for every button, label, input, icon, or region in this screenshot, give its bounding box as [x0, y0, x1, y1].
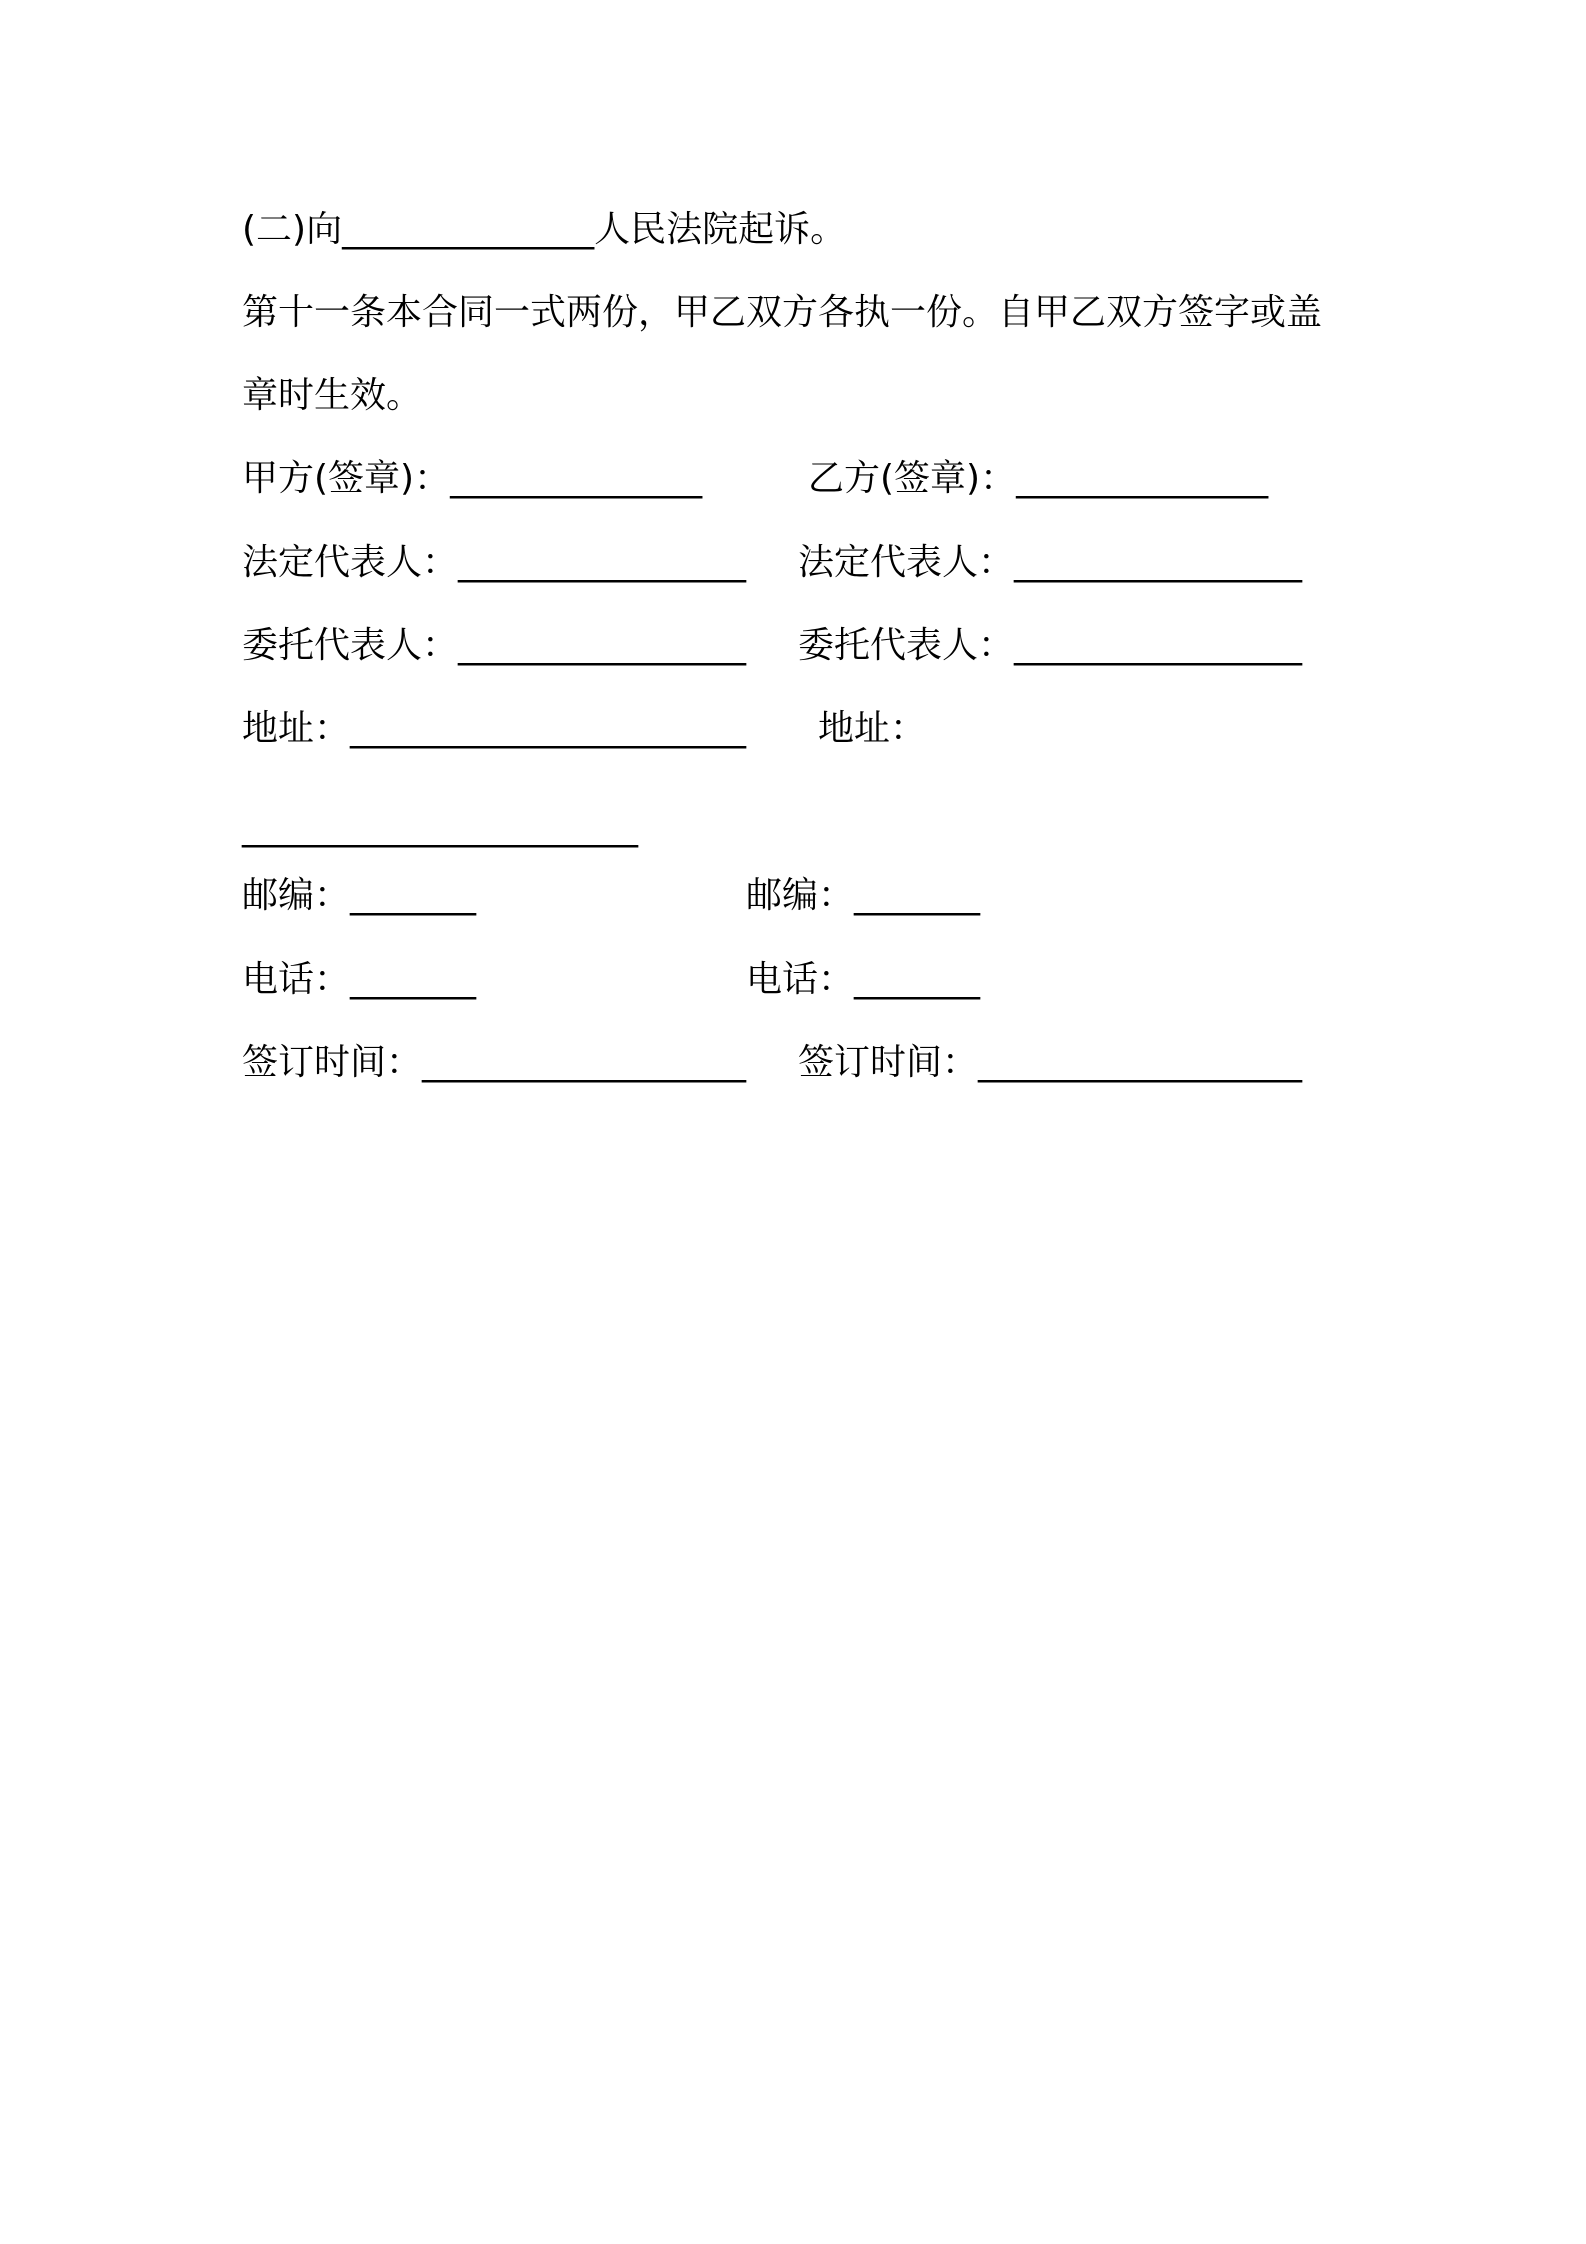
postcode-b: 邮编：_______ [746, 875, 981, 916]
address-b-blank: ______________________ [242, 807, 638, 848]
legal-rep-a: 法定代表人：________________ [242, 542, 747, 583]
article-11-line2: 章时生效。 [242, 375, 423, 416]
postcode-a: 邮编：_______ [242, 875, 477, 916]
agent-b: 委托代表人：________________ [798, 625, 1303, 666]
address-a: 地址：______________________ [242, 708, 747, 749]
legal-rep-b: 法定代表人：________________ [798, 542, 1303, 583]
agent-a: 委托代表人：________________ [242, 625, 747, 666]
article-11-line1: 第十一条本合同一式两份，甲乙双方各执一份。自甲乙双方签字或盖 [242, 292, 1323, 333]
sign-date-a: 签订时间：__________________ [242, 1042, 747, 1083]
phone-a: 电话：_______ [242, 959, 477, 1000]
address-b-label: 地址： [818, 708, 927, 749]
party-b-sign: 乙方(签章)：______________ [808, 458, 1269, 499]
court-clause: (二)向______________人民法院起诉。 [242, 209, 847, 250]
phone-b: 电话：_______ [746, 959, 981, 1000]
party-a-sign: 甲方(签章)：______________ [242, 458, 703, 499]
sign-date-b: 签订时间：__________________ [798, 1042, 1303, 1083]
